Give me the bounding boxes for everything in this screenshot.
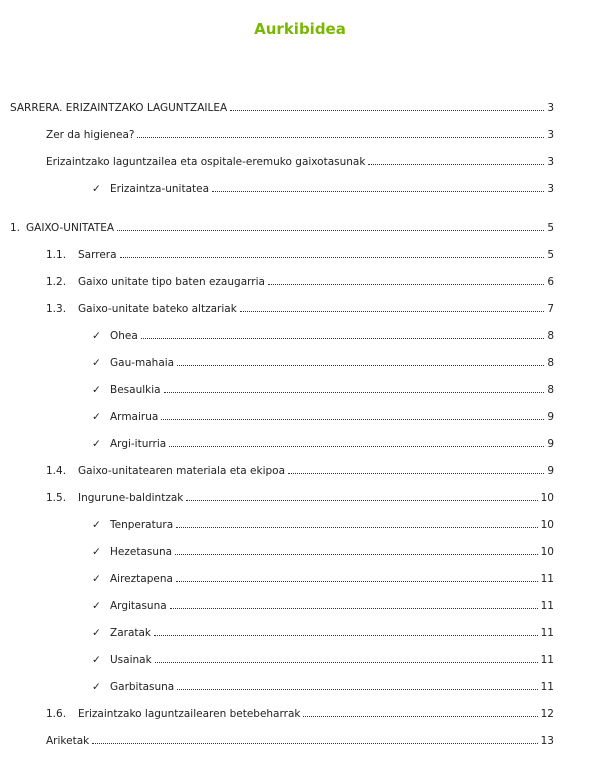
dot-leader bbox=[169, 435, 544, 447]
dot-leader bbox=[137, 126, 544, 138]
toc-label: Erizaintza-unitatea bbox=[110, 183, 210, 195]
toc-entry bbox=[92, 543, 554, 559]
checkmark-icon: ✓ bbox=[92, 627, 101, 639]
toc-label: Hezetasuna bbox=[110, 546, 173, 558]
toc-page-number: 13 bbox=[540, 735, 554, 747]
toc-page-number: 11 bbox=[540, 573, 554, 585]
toc-label: Ohea bbox=[110, 330, 138, 342]
toc-page-number: 6 bbox=[547, 276, 554, 288]
toc-row[interactable] bbox=[0, 273, 600, 289]
toc-label: Zaratak bbox=[110, 627, 152, 639]
toc-entry bbox=[92, 651, 554, 667]
toc-entry bbox=[92, 570, 554, 586]
toc-entry bbox=[10, 99, 554, 115]
toc-page-number: 3 bbox=[547, 183, 554, 195]
checkmark-icon: ✓ bbox=[92, 519, 101, 531]
toc-row[interactable] bbox=[0, 327, 600, 343]
toc-entry bbox=[92, 354, 554, 370]
toc-label: Armairua bbox=[110, 411, 159, 423]
checkmark-icon: ✓ bbox=[92, 600, 101, 612]
toc-entry bbox=[46, 300, 554, 316]
toc-row[interactable] bbox=[0, 597, 600, 613]
toc-entry bbox=[46, 462, 554, 478]
toc-page-number: 9 bbox=[547, 438, 554, 450]
toc-row[interactable] bbox=[0, 462, 600, 478]
toc-label: Gaixo-unitate bateko altzariak bbox=[78, 303, 237, 315]
dot-leader bbox=[164, 381, 545, 393]
toc-page-number: 3 bbox=[547, 129, 554, 141]
toc-entry bbox=[92, 408, 554, 424]
toc-label: Sarrera bbox=[78, 249, 117, 261]
dot-leader bbox=[176, 516, 537, 528]
dot-leader bbox=[303, 705, 537, 717]
dot-leader bbox=[155, 651, 538, 663]
toc-entry bbox=[92, 180, 554, 196]
toc-entry bbox=[46, 246, 554, 262]
checkmark-icon: ✓ bbox=[92, 573, 101, 585]
toc-number: 1.5. bbox=[46, 492, 67, 504]
checkmark-icon: ✓ bbox=[92, 357, 101, 369]
toc-page-number: 12 bbox=[540, 708, 554, 720]
toc-entry bbox=[46, 273, 554, 289]
toc-row[interactable] bbox=[0, 651, 600, 667]
toc-entry bbox=[10, 219, 554, 235]
page-title: Aurkibidea bbox=[254, 20, 346, 38]
toc-row[interactable] bbox=[0, 246, 600, 262]
toc-label: Tenperatura bbox=[110, 519, 174, 531]
toc-page-number: 11 bbox=[540, 627, 554, 639]
toc-row[interactable] bbox=[0, 543, 600, 559]
toc-row[interactable] bbox=[0, 354, 600, 370]
toc-row[interactable] bbox=[0, 624, 600, 640]
toc-label: Usainak bbox=[110, 654, 152, 666]
dot-leader bbox=[154, 624, 538, 636]
toc-row[interactable] bbox=[0, 705, 600, 721]
toc-label: Gau-mahaia bbox=[110, 357, 175, 369]
toc-entry bbox=[46, 705, 554, 721]
dot-leader bbox=[186, 489, 537, 501]
toc-label: Gaixo unitate tipo baten ezaugarria bbox=[78, 276, 265, 288]
toc-page-number: 10 bbox=[540, 492, 554, 504]
dot-leader bbox=[176, 570, 538, 582]
toc-row[interactable] bbox=[0, 153, 600, 169]
toc-label: Garbitasuna bbox=[110, 681, 175, 693]
checkmark-icon: ✓ bbox=[92, 411, 101, 423]
toc-page-number: 11 bbox=[540, 681, 554, 693]
toc-row[interactable] bbox=[0, 516, 600, 532]
toc-page-number: 8 bbox=[547, 384, 554, 396]
toc-label: Gaixo-unitatearen materiala eta ekipoa bbox=[78, 465, 286, 477]
toc-page-number: 8 bbox=[547, 330, 554, 342]
dot-leader bbox=[268, 273, 544, 285]
toc-label: SARRERA. ERIZAINTZAKO LAGUNTZAILEA bbox=[10, 102, 228, 114]
toc-page-number: 3 bbox=[547, 156, 554, 168]
toc-row[interactable] bbox=[0, 180, 600, 196]
toc-row[interactable] bbox=[0, 435, 600, 451]
toc-entry bbox=[92, 516, 554, 532]
toc-page-number: 5 bbox=[547, 222, 554, 234]
toc-entry bbox=[46, 489, 554, 505]
checkmark-icon: ✓ bbox=[92, 654, 101, 666]
dot-leader bbox=[170, 597, 538, 609]
toc-page-number: 7 bbox=[547, 303, 554, 315]
toc-label: Zer da higienea? bbox=[46, 129, 135, 141]
toc-page-number: 9 bbox=[547, 465, 554, 477]
checkmark-icon: ✓ bbox=[92, 546, 101, 558]
toc-row[interactable] bbox=[0, 381, 600, 397]
toc-page-number: 10 bbox=[540, 546, 554, 558]
toc-entry bbox=[46, 126, 554, 142]
toc-label: Ingurune-baldintzak bbox=[78, 492, 184, 504]
toc-entry bbox=[92, 381, 554, 397]
dot-leader bbox=[175, 543, 538, 555]
toc-number: 1.3. bbox=[46, 303, 67, 315]
toc-row[interactable] bbox=[0, 126, 600, 142]
toc-row[interactable] bbox=[0, 678, 600, 694]
dot-leader bbox=[117, 219, 544, 231]
toc-page-number: 8 bbox=[547, 357, 554, 369]
toc-row[interactable] bbox=[0, 570, 600, 586]
toc-entry bbox=[92, 327, 554, 343]
toc-number: 1. bbox=[10, 222, 21, 234]
toc-number: 1.2. bbox=[46, 276, 67, 288]
toc-row[interactable] bbox=[0, 408, 600, 424]
dot-leader bbox=[177, 678, 537, 690]
dot-leader bbox=[141, 327, 544, 339]
toc-row[interactable] bbox=[0, 219, 600, 235]
checkmark-icon: ✓ bbox=[92, 183, 101, 195]
dot-leader bbox=[368, 153, 544, 165]
toc-entry bbox=[46, 153, 554, 169]
toc-label: Erizaintzako laguntzailearen betebeharrak bbox=[78, 708, 301, 720]
toc-row[interactable] bbox=[0, 489, 600, 505]
checkmark-icon: ✓ bbox=[92, 681, 101, 693]
toc-page-number: 9 bbox=[547, 411, 554, 423]
toc-label: Erizaintzako laguntzailea eta ospitale-eremuko gaixotasunak bbox=[46, 156, 366, 168]
toc-page-number: 10 bbox=[540, 519, 554, 531]
dot-leader bbox=[230, 99, 544, 111]
toc-row[interactable] bbox=[0, 99, 600, 115]
checkmark-icon: ✓ bbox=[92, 384, 101, 396]
toc-entry bbox=[92, 678, 554, 694]
toc-row[interactable] bbox=[0, 732, 600, 748]
toc-label: Argitasuna bbox=[110, 600, 167, 612]
toc-label: Argi-iturria bbox=[110, 438, 167, 450]
toc-entry bbox=[92, 435, 554, 451]
dot-leader bbox=[177, 354, 544, 366]
toc-label: Besaulkia bbox=[110, 384, 161, 396]
toc-entry bbox=[92, 597, 554, 613]
checkmark-icon: ✓ bbox=[92, 330, 101, 342]
toc-label: Ariketak bbox=[46, 735, 90, 747]
dot-leader bbox=[120, 246, 545, 258]
dot-leader bbox=[288, 462, 544, 474]
checkmark-icon: ✓ bbox=[92, 438, 101, 450]
toc-entry bbox=[46, 732, 554, 748]
toc-page-number: 5 bbox=[547, 249, 554, 261]
toc-number: 1.1. bbox=[46, 249, 67, 261]
toc-label: GAIXO-UNITATEA bbox=[26, 222, 115, 234]
toc-page-number: 11 bbox=[540, 654, 554, 666]
toc-row[interactable] bbox=[0, 300, 600, 316]
dot-leader bbox=[161, 408, 544, 420]
toc-number: 1.6. bbox=[46, 708, 67, 720]
dot-leader bbox=[212, 180, 544, 192]
toc-label: Aireztapena bbox=[110, 573, 173, 585]
toc-page-number: 3 bbox=[547, 102, 554, 114]
toc-entry bbox=[92, 624, 554, 640]
toc-number: 1.4. bbox=[46, 465, 67, 477]
dot-leader bbox=[240, 300, 545, 312]
toc-page-number: 11 bbox=[540, 600, 554, 612]
dot-leader bbox=[92, 732, 537, 744]
